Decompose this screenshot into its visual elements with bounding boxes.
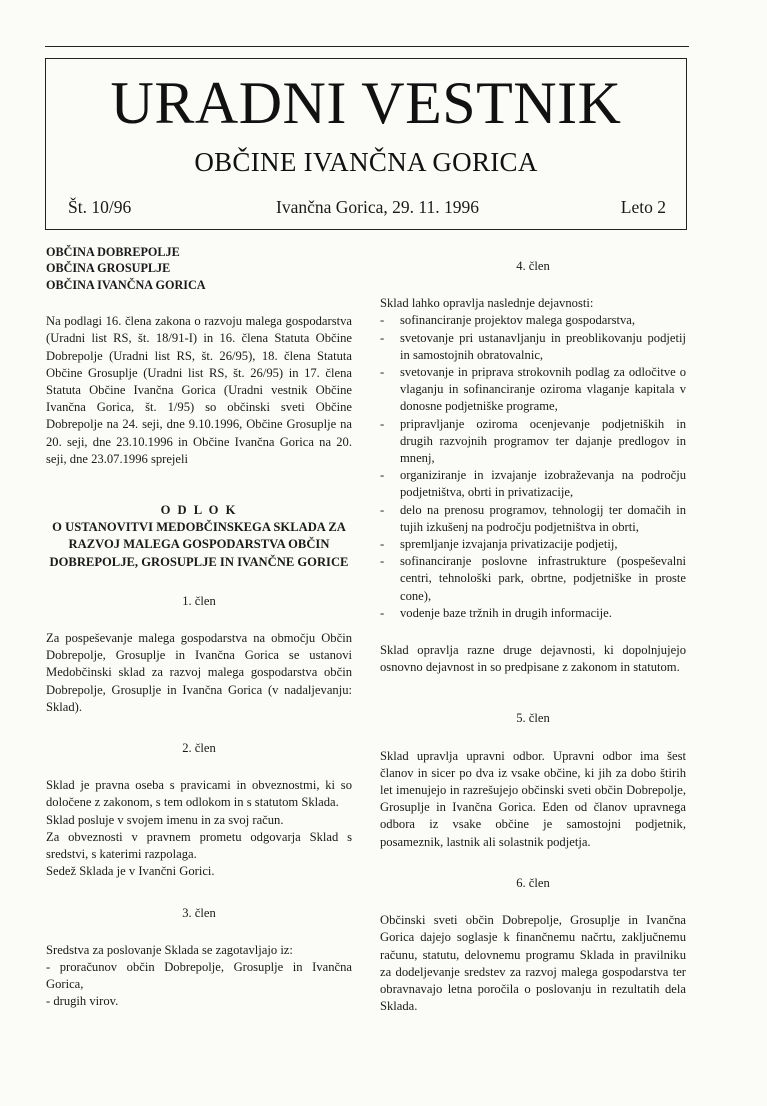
left-column	[46, 244, 352, 1011]
preamble: Na podlagi 16. člena zakona o razvoju malega gospodarstva (Uradni list RS, št. 18/91-I) in 16. člena Statuta Občine Dobrepolje (Uradni list RS, št. 26/95), 18. člena Statuta Občine Grosuplje (Uradni list RS, št. 26/95) in 17. člena Statuta Občine Ivančna Gorica (Uradni vestnik Občine Ivančna Gorica, št. 1/95) so občinski sveti Občine Dobrepolje na 24. seji, dne 9.10.1996, Občine Grosuplje na 20. seji, dne 23.10.1996 in Občine Ivančna Gorica na 20. seji, dne 23.07.1996 sprejeli	[46, 314, 352, 466]
article-list-item: - proračunov občin Dobrepolje, Grosuplje in Ivančna Gorica,	[46, 959, 352, 992]
issue-place-date: Ivančna Gorica, 29. 11. 1996	[276, 197, 479, 217]
issuers	[46, 244, 352, 293]
issue-number: Št. 10/96	[68, 197, 132, 217]
article-heading: 3. člen	[182, 905, 216, 920]
article-heading: 6. člen	[516, 875, 550, 890]
article-text: Sredstva za poslovanje Sklada se zagotavljajo iz:	[46, 942, 293, 957]
list-item: - svetovanje in priprava strokovnih podlag za odločitve o vlaganju in sofinanciranje oziroma vlaganje kapitala v donosne podjetniške programe,	[380, 365, 686, 414]
issuer-line: OBČINA DOBREPOLJE	[46, 245, 180, 259]
masthead	[45, 58, 687, 230]
document-title	[46, 502, 352, 571]
article-text: Sklad opravlja razne druge dejavnosti, ki dopolnjujejo osnovno dejavnost in so predpisane z zakonom in statutom.	[380, 643, 686, 675]
article-text: Sklad posluje v svojem imenu in za svoj račun.	[46, 812, 284, 827]
list-item: - sofinanciranje poslovne infrastrukture (pospeševalni centri, tehnološki park, obrtne, podjetniške in proste cone),	[380, 554, 686, 603]
activity-list	[380, 312, 686, 622]
issuer-line: OBČINA GROSUPLJE	[46, 261, 171, 276]
list-item: - sofinanciranje projektov malega gospodarstva,	[380, 313, 636, 328]
list-item: - organiziranje in izvajanje izobraževanja na področju podjetništva, obrti in privatizacije,	[380, 468, 686, 500]
list-item: - vodenje baze tržnih in drugih informacije.	[380, 605, 612, 620]
article-list-item: - drugih virov.	[46, 994, 119, 1009]
document-title-heading: O D L O K	[160, 503, 238, 518]
gazette-title: URADNI VESTNIK	[110, 70, 622, 136]
issuer-line: OBČINA IVANČNA GORICA	[46, 277, 206, 292]
article-text: Občinski sveti občin Dobrepolje, Grosuplje in Ivančna Gorica dajejo soglasje k finančnemu načrtu, zaključnemu računu, statutu, delovnemu programu Sklada in pravilniku za dodeljevanje sredstev za razvoj malega gospodarstva ter obravnavajo letna poročila o poslovanju in rezultatih dela Sklada.	[380, 913, 686, 1014]
article-text: Sklad je pravna oseba s pravicami in obveznostmi, ki so določene z zakonom, s tem odlokom in s statutom Sklada.	[46, 778, 352, 810]
list-item: - svetovanje pri ustanavljanju in preoblikovanju podjetij in samostojnih obratovalnic,	[380, 330, 686, 362]
article-heading: 2. člen	[182, 741, 216, 756]
list-item: - delo na prenosu programov, tehnologij ter domačih in tujih izkušenj na področju podjetništva in obrti,	[380, 502, 686, 534]
article-heading: 5. člen	[516, 711, 550, 726]
top-rule	[45, 46, 689, 47]
article-text: Za obveznosti v pravnem prometu odgovarja Sklad s sredstvi, s katerimi razpolaga.	[46, 829, 352, 862]
article-text: Sedež Sklada je v Ivančni Gorici.	[46, 864, 215, 879]
issue-row	[68, 196, 666, 220]
article-text: Za pospeševanje malega gospodarstva na območju Občin Dobrepolje, Grosuplje in Ivančna Gorica se ustanovi Medobčinski sklad za razvoj malega gospodarstva občin Dobrepolje, Grosuplje in Ivančna Gorica (v nadaljevanju: Sklad).	[46, 631, 352, 714]
article-heading: 1. člen	[182, 593, 216, 608]
gazette-subtitle: OBČINE IVANČNA GORICA	[194, 147, 538, 177]
list-item: - spremljanje izvajanja privatizacije podjetij,	[380, 537, 618, 552]
article-heading: 4. člen	[516, 259, 550, 273]
article-text: Sklad lahko opravlja naslednje dejavnosti:	[380, 296, 594, 311]
article-text: Sklad upravlja upravni odbor. Upravni odbor ima šest članov in sicer po dva iz vsake občine, ki jih za dobo štirih let imenujejo in razrešujejo občinski sveti občin Dobrepolje, Grosuplje in Ivančna Gorica. Eden od članov upravnega odbora iz vsake občine je samostojni podjetnik, posameznik, lastnik ali solastnik podjetja.	[380, 748, 686, 849]
list-item: - pripravljanje oziroma ocenjevanje podjetniških in drugih razvojnih programov ter dajanje predlogov in mnenj,	[380, 416, 686, 466]
right-column	[380, 244, 686, 1015]
issue-year: Leto 2	[620, 197, 666, 217]
document-title-subject: O USTANOVITVI MEDOBČINSKEGA SKLADA ZA RAZVOJ MALEGA GOSPODARSTVA OBČIN DOBREPOLJE, GROSUPLJE IN IVANČNE GORICE	[49, 520, 349, 569]
